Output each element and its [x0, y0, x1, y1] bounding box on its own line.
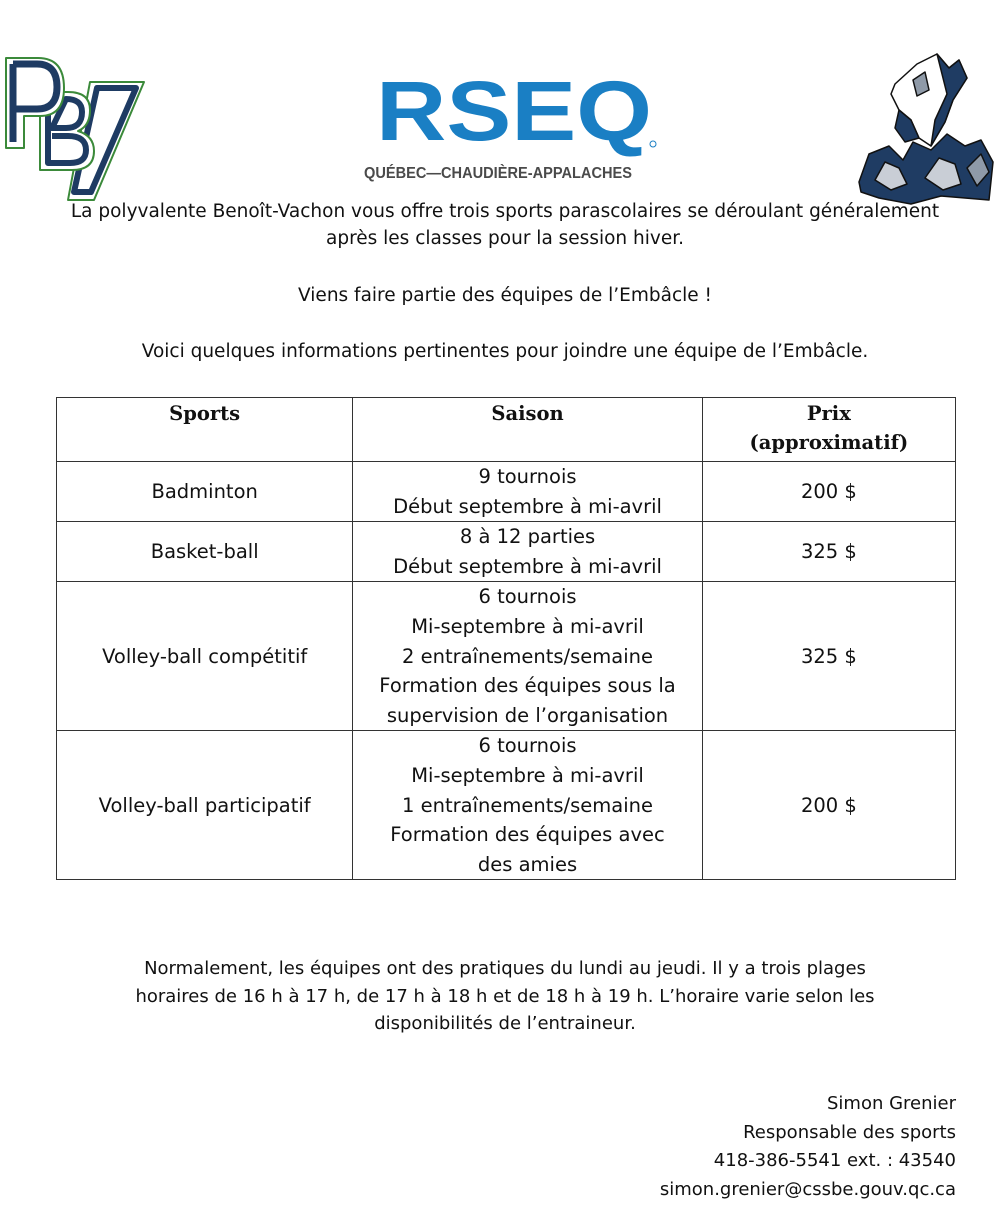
season-line: Début septembre à mi-avril: [393, 554, 662, 578]
schedule-note-line: disponibilités de l’entraineur.: [374, 1013, 636, 1034]
price-cell: 200 $: [702, 462, 955, 522]
season-line: Mi-septembre à mi-avril: [411, 763, 644, 787]
table-header-row: [57, 398, 956, 462]
table-row: [57, 462, 956, 522]
season-cell: [353, 462, 702, 522]
sport-cell: Volley-ball compétitif: [57, 582, 353, 731]
season-line: Formation des équipes sous la: [379, 674, 676, 698]
header-sports: Sports: [57, 398, 353, 462]
rseq-logo: [364, 74, 664, 186]
season-line: 8 à 12 parties: [459, 525, 596, 549]
schedule-note: [60, 955, 950, 1038]
season-line: 6 tournois: [478, 585, 577, 609]
sport-cell: Volley-ball participatif: [57, 731, 353, 880]
header-prix-label: Prix: [806, 402, 851, 425]
schedule-note-line: horaires de 16 h à 17 h, de 17 h à 18 h et de 18 h à 19 h. L’horaire varie selon les: [135, 985, 875, 1007]
table-row: [57, 582, 956, 731]
sport-cell: Badminton: [57, 462, 353, 522]
season-line: Mi-septembre à mi-avril: [411, 614, 644, 638]
intro-paragraph-1: La polyvalente Benoît-Vachon vous offre trois sports parascolaires se déroulant généralement après les classes pour la session hiver.: [70, 201, 940, 249]
season-line: 6 tournois: [478, 734, 577, 758]
table-row: [57, 731, 956, 880]
school-logo: [2, 52, 147, 204]
season-line: 2 entraînements/semaine: [402, 644, 653, 668]
rseq-wordmark: RSEQ: [376, 74, 652, 158]
season-line: Formation des équipes avec: [390, 823, 665, 847]
sport-cell: Basket-ball: [57, 522, 353, 582]
season-line: 1 entraînements/semaine: [402, 793, 653, 817]
price-cell: 200 $: [702, 731, 955, 880]
schedule-note-line: Normalement, les équipes ont des pratiques du lundi au jeudi. Il y a trois plages: [144, 958, 866, 979]
price-cell: 325 $: [702, 522, 955, 582]
header-saison: Saison: [353, 398, 702, 462]
rseq-region: QUÉBEC—CHAUDIÈRE-APPALACHES: [364, 165, 632, 182]
signature-title: Responsable des sports: [743, 1121, 956, 1143]
signature-email[interactable]: simon.grenier@cssbe.gouv.qc.ca: [659, 1178, 956, 1200]
season-cell: [353, 731, 702, 880]
price-cell: 325 $: [702, 582, 955, 731]
season-line: 9 tournois: [478, 465, 577, 488]
season-cell: [353, 522, 702, 582]
season-line: supervision de l’organisation: [386, 703, 669, 727]
signature-block: [660, 1090, 956, 1204]
signature-name: Simon Grenier: [826, 1093, 956, 1114]
intro-paragraph-2: Viens faire partie des équipes de l’Embâcle !: [298, 285, 712, 306]
season-line: Début septembre à mi-avril: [393, 494, 662, 518]
intro-paragraph-3: Voici quelques informations pertinentes pour joindre une équipe de l’Embâcle.: [141, 341, 869, 362]
season-cell: [353, 582, 702, 731]
sports-table: [56, 397, 956, 880]
header-prix: [702, 398, 955, 462]
team-logo: [855, 50, 995, 205]
signature-phone: 418-386-5541 ext. : 43540: [713, 1150, 956, 1171]
table-row: [57, 522, 956, 582]
header-prix-sub: (approximatif): [749, 431, 909, 454]
season-line: des amies: [477, 852, 578, 876]
